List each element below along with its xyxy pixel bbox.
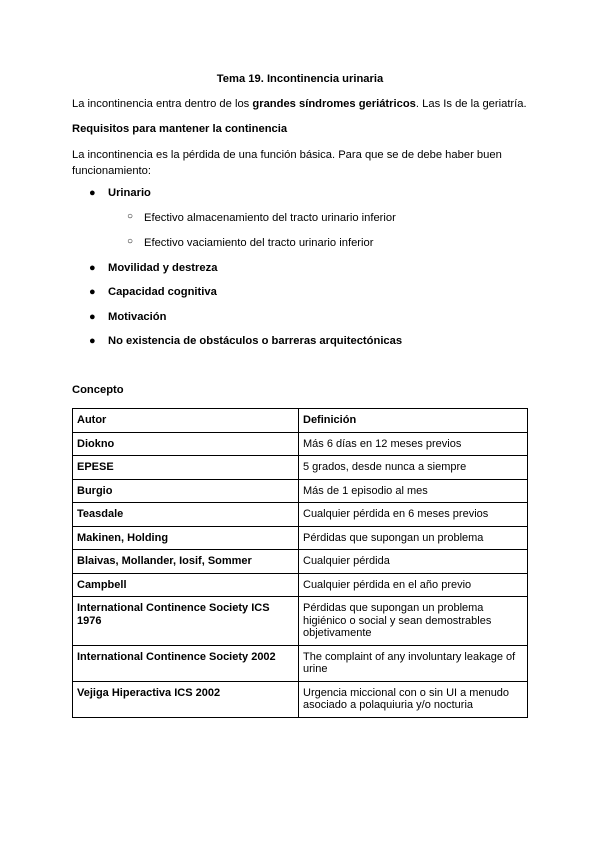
cell-autor: Makinen, Holding xyxy=(73,526,299,550)
table-row xyxy=(73,479,528,503)
cell-autor: Vejiga Hiperactiva ICS 2002 xyxy=(73,681,299,717)
bullet-label: No existencia de obstáculos o barreras arquitectónicas xyxy=(108,335,403,347)
table-row xyxy=(73,456,528,480)
cell-autor: Diokno xyxy=(73,432,299,456)
header-autor: Autor xyxy=(73,409,299,433)
cell-definicion: Más de 1 episodio al mes xyxy=(299,479,528,503)
sub-bullet-label: Efectivo almacenamiento del tracto urinario inferior xyxy=(144,212,396,224)
requisitos-heading: Requisitos para mantener la continencia xyxy=(72,123,288,135)
bullet-motivacion xyxy=(89,310,167,324)
hollow-circle-icon: ○ xyxy=(127,211,134,222)
cell-autor: International Continence Society ICS 1976 xyxy=(73,597,299,646)
bullet-label: Movilidad y destreza xyxy=(108,262,218,274)
cell-definicion: The complaint of any involuntary leakage of urine xyxy=(299,645,528,681)
cell-autor: International Continence Society 2002 xyxy=(73,645,299,681)
requisitos-paragraph: La incontinencia es la pérdida de una función básica. Para que se de debe haber buen funcionamiento: xyxy=(72,149,502,177)
table-row xyxy=(73,550,528,574)
bullet-dot-icon: ● xyxy=(89,286,96,298)
bullet-movilidad xyxy=(89,261,218,275)
table-row xyxy=(73,432,528,456)
cell-autor: Campbell xyxy=(73,573,299,597)
concepto-heading: Concepto xyxy=(72,384,124,396)
concepto-table xyxy=(72,408,528,718)
cell-definicion: Pérdidas que supongan un problema xyxy=(299,526,528,550)
table-row xyxy=(73,503,528,527)
intro-text-before: La incontinencia entra dentro de los xyxy=(72,98,253,110)
cell-definicion: Cualquier pérdida xyxy=(299,550,528,574)
cell-definicion: Pérdidas que supongan un problema higiénico o social y sean demostrables objetivamente xyxy=(299,597,528,646)
bullet-capacidad xyxy=(89,285,217,299)
table-row xyxy=(73,597,528,646)
table-header-row xyxy=(73,409,528,433)
document-title: Tema 19. Incontinencia urinaria xyxy=(216,73,384,85)
intro-text-after: . Las Is de la geriatría. xyxy=(415,98,527,110)
table-row xyxy=(73,645,528,681)
cell-definicion: 5 grados, desde nunca a siempre xyxy=(299,456,528,480)
cell-definicion: Cualquier pérdida en el año previo xyxy=(299,573,528,597)
cell-autor: EPESE xyxy=(73,456,299,480)
table-row xyxy=(73,526,528,550)
sub-bullet-label: Efectivo vaciamiento del tracto urinario inferior xyxy=(144,237,374,249)
table-row xyxy=(73,681,528,717)
bullet-label: Urinario xyxy=(108,187,151,199)
header-definicion: Definición xyxy=(299,409,528,433)
hollow-circle-icon: ○ xyxy=(127,236,134,247)
cell-autor: Blaivas, Mollander, Iosif, Sommer xyxy=(73,550,299,574)
bullet-urinario xyxy=(89,186,151,200)
cell-definicion: Más 6 días en 12 meses previos xyxy=(299,432,528,456)
bullet-dot-icon: ● xyxy=(89,187,96,199)
bullet-obstaculos xyxy=(89,334,403,348)
sub-bullet-almacenamiento xyxy=(127,211,396,225)
cell-autor: Burgio xyxy=(73,479,299,503)
bullet-label: Capacidad cognitiva xyxy=(108,286,217,298)
bullet-dot-icon: ● xyxy=(89,262,96,274)
bullet-dot-icon: ● xyxy=(89,335,96,347)
bullet-label: Motivación xyxy=(108,311,167,323)
intro-text-bold: grandes síndromes geriátricos xyxy=(252,98,416,110)
sub-bullet-vaciamiento xyxy=(127,236,374,250)
table-row xyxy=(73,573,528,597)
cell-definicion: Urgencia miccional con o sin UI a menudo asociado a polaquiuria y/o nocturia xyxy=(299,681,528,717)
cell-autor: Teasdale xyxy=(73,503,299,527)
bullet-dot-icon: ● xyxy=(89,311,96,323)
cell-definicion: Cualquier pérdida en 6 meses previos xyxy=(299,503,528,527)
intro-paragraph xyxy=(72,97,542,111)
